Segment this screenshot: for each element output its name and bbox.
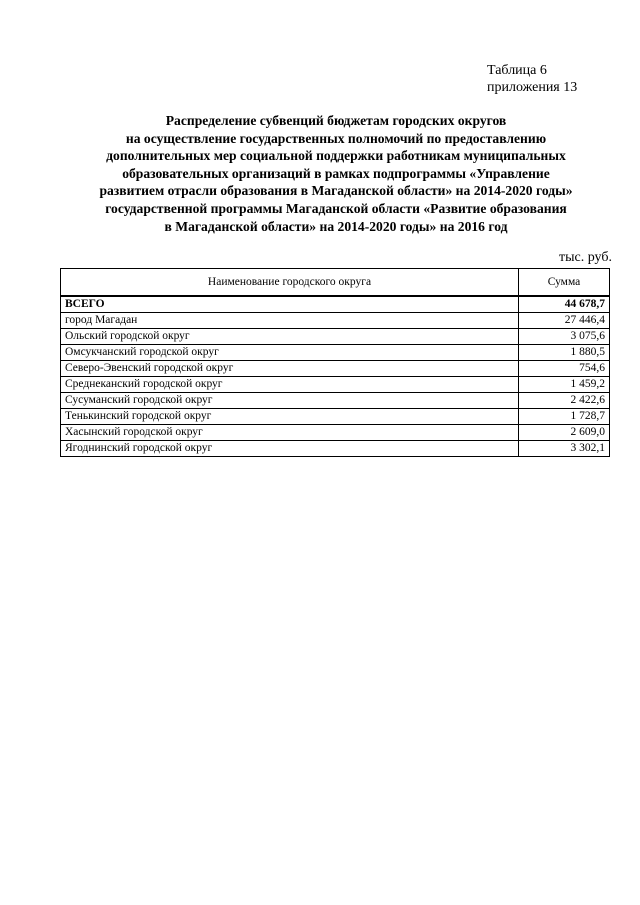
title-line: Распределение субвенций бюджетам городских округов (165, 113, 507, 128)
title-line: на осуществление государственных полномочий по предоставлению (125, 130, 547, 146)
row-name: Ольский городской округ (61, 329, 519, 345)
document-title (60, 112, 612, 235)
title-line: дополнительных мер социальной поддержки работникам муниципальных (106, 148, 566, 164)
row-sum: 3 302,1 (519, 441, 610, 457)
row-sum: 1 880,5 (519, 345, 610, 361)
row-name: Ягоднинский городской округ (61, 441, 519, 457)
table-row (61, 313, 610, 329)
row-sum: 44 678,7 (519, 296, 610, 313)
row-name: ВСЕГО (61, 296, 519, 313)
row-name: Сусуманский городской округ (61, 393, 519, 409)
row-sum: 1 728,7 (519, 409, 610, 425)
table-reference (487, 62, 577, 96)
table-header-row (61, 269, 610, 297)
title-line: образовательных организаций в рамках подпрограммы «Управление (122, 165, 550, 181)
table-row (61, 425, 610, 441)
appendix-number: приложения 13 (487, 80, 578, 95)
title-line: в Магаданской области» на 2014-2020 годы» на 2016 год (164, 218, 508, 234)
row-name: Среднеканский городской округ (61, 377, 519, 393)
row-sum: 2 422,6 (519, 393, 610, 409)
row-sum: 1 459,2 (519, 377, 610, 393)
row-name: Тенькинский городской округ (61, 409, 519, 425)
table-row (61, 441, 610, 457)
row-name: город Магадан (61, 313, 519, 329)
row-sum: 754,6 (519, 361, 610, 377)
title-line: развитием отрасли образования в Магаданской области» на 2014-2020 годы» (99, 183, 573, 199)
header-name: Наименование городского округа (61, 269, 519, 297)
title-line: государственной программы Магаданской области «Развитие образования (105, 200, 567, 216)
header-sum: Сумма (519, 269, 610, 297)
table-row (61, 345, 610, 361)
table-number: Таблица 6 (487, 63, 547, 78)
table-row (61, 329, 610, 345)
row-name: Хасынский городской округ (61, 425, 519, 441)
row-name: Северо-Эвенский городской округ (61, 361, 519, 377)
table-row (61, 409, 610, 425)
row-name: Омсукчанский городской округ (61, 345, 519, 361)
distribution-table (60, 268, 610, 457)
row-sum: 27 446,4 (519, 313, 610, 329)
row-sum: 2 609,0 (519, 425, 610, 441)
table-row (61, 361, 610, 377)
row-sum: 3 075,6 (519, 329, 610, 345)
units-label: тыс. руб. (559, 250, 612, 265)
table-row (61, 377, 610, 393)
table-row (61, 393, 610, 409)
table-row-total (61, 296, 610, 313)
